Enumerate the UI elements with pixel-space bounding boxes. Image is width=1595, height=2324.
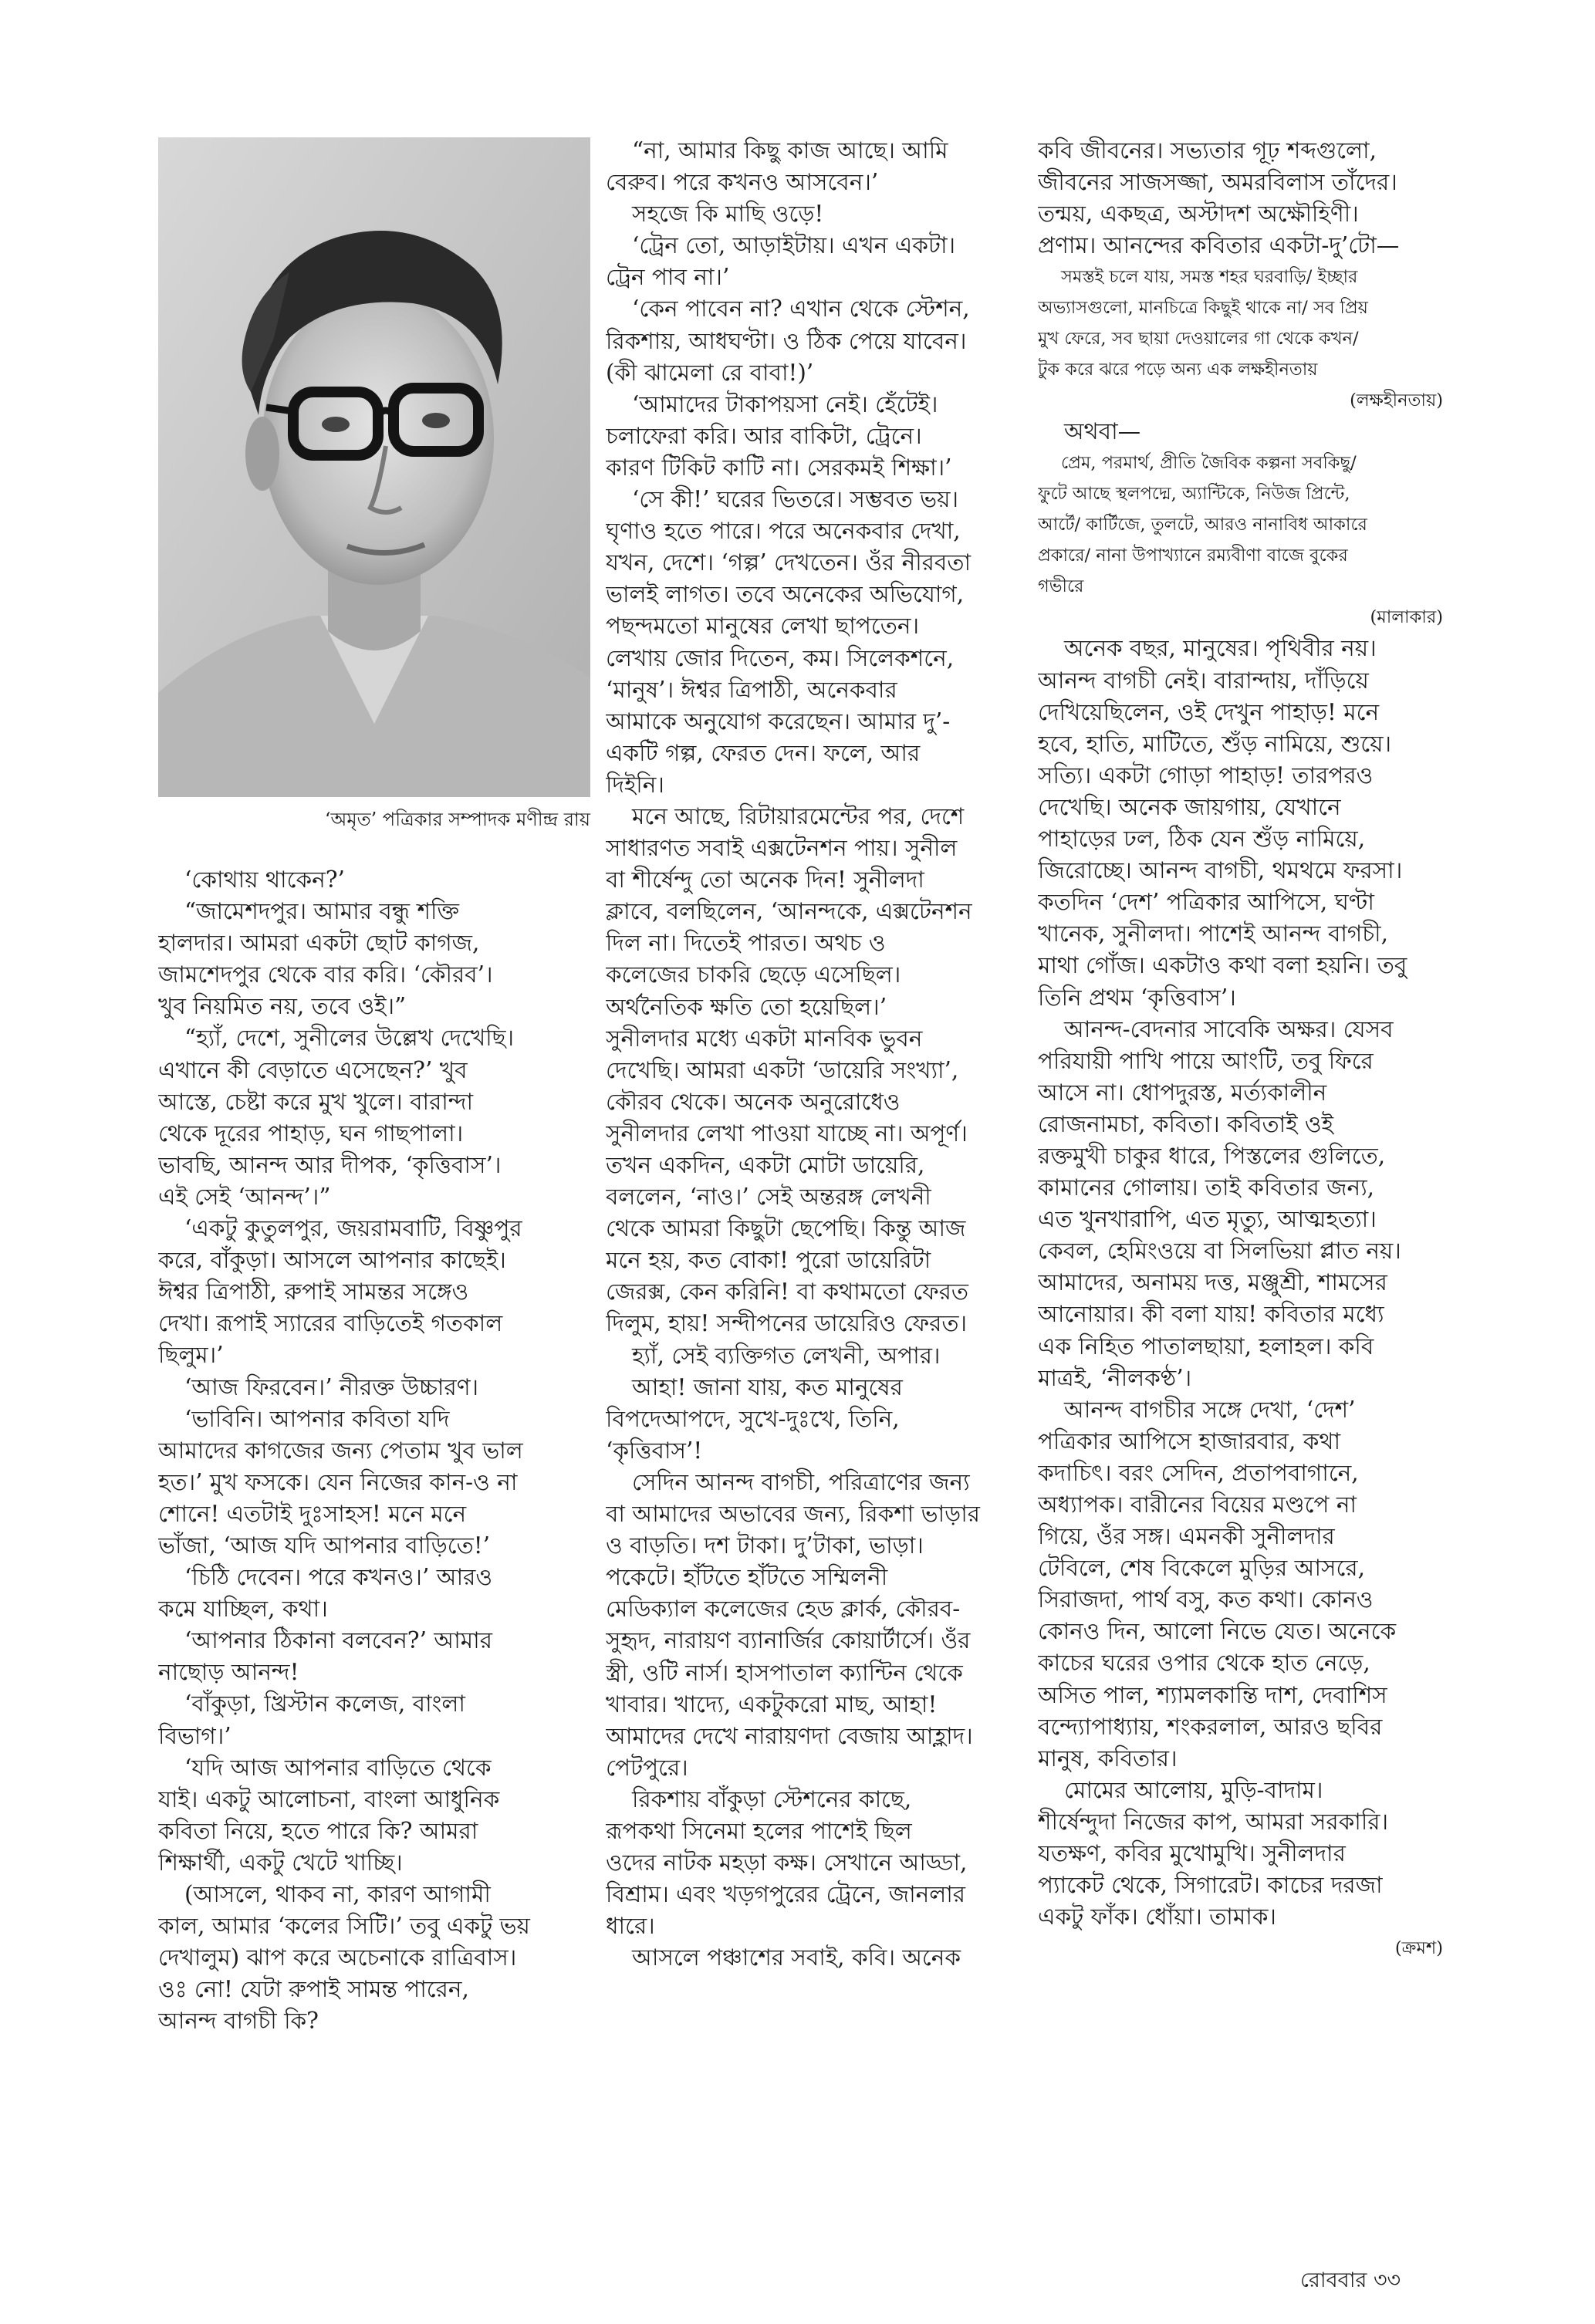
col2-line: যখন, দেশে। ‘গল্প’ দেখতেন। ওঁর নীরবতা [606, 549, 972, 576]
col2-line: সুহৃদ, নারায়ণ ব্যানার্জির কোয়ার্টার্সে। ওঁর [606, 1627, 971, 1654]
col2-line: সুনীলদার লেখা পাওয়া যাচ্ছে না। অপূর্ণ। [606, 1120, 968, 1147]
col2-line: রিকশায় বাঁকুড়া স্টেশনের কাছে, [632, 1785, 912, 1812]
col1-line: ‘ভাবিনি। আপনার কবিতা যদি [184, 1405, 450, 1432]
col1-line: (আসলে, থাকব না, কারণ আগামী [184, 1881, 491, 1907]
poem-line: টুক করে ঝরে পড়ে অন্য এক লক্ষহীনতায় [1038, 360, 1318, 380]
col2-line: ক্লাবে, বলছিলেন, ‘আনন্দকে, এক্সটেনশন [606, 898, 972, 925]
col3-line: দেখেছি। অনেক জায়গায়, যেখানে [1038, 793, 1341, 820]
col2-line: মনে আছে, রিটায়ারমেন্টের পর, দেশে [632, 802, 965, 829]
col2-line: ধারে। [606, 1913, 655, 1940]
col3-line: হবে, হাতি, মাটিতে, শুঁড় নামিয়ে, শুয়ে। [1038, 730, 1392, 757]
col2-line: কৌরব থেকে। অনেক অনুরোধেও [606, 1088, 901, 1115]
col1-line: শিক্ষার্থী, একটু খেটে খাচ্ছি। [158, 1849, 403, 1876]
poem-line: আর্টে/ কার্টিজে, তুলটে, আরও নানাবিধ আকারে [1038, 515, 1367, 535]
col1-line: “হ্যাঁ, দেশে, সুনীলের উল্লেখ দেখেছি। [184, 1025, 515, 1052]
col2-line: অর্থনৈতিক ক্ষতি তো হয়েছিল।’ [606, 993, 887, 1020]
col2-line: কলেজের চাকরি ছেড়ে এসেছিল। [606, 961, 901, 988]
col3-line: এক নিহিত পাতালছায়া, হলাহল। কবি [1038, 1333, 1374, 1360]
poem-line: ফুটে আছে স্থলপদ্মে, অ্যান্টিকে, নিউজ প্রিন্টে, [1038, 484, 1350, 505]
col1-line: হালদার। আমরা একটা ছোট কাগজ, [158, 930, 480, 957]
col1-line: ভাঁজা, ‘আজ যদি আপনার বাড়িতে!’ [158, 1532, 490, 1559]
col3-line: টেবিলে, শেষ বিকেলে মুড়ির আসরে, [1038, 1555, 1365, 1582]
poem-line: প্রকারে/ নানা উপাখ্যানে রম্যবীণা বাজে বুকের [1038, 546, 1348, 566]
col3-line: কোনও দিন, আলো নিভে যেত। অনেকে [1038, 1618, 1397, 1645]
col2-line: পছন্দমতো মানুষের লেখা ছাপতেন। [606, 613, 919, 640]
col3-line: দেখিয়েছিলেন, ওই দেখুন পাহাড়! মনে [1038, 698, 1380, 725]
col1-line: “জামেশদপুর। আমার বন্ধু শক্তি [184, 898, 460, 925]
col1-line: থেকে দূরের পাহাড়, ঘন গাছপালা। [158, 1120, 464, 1147]
col2-line: সেদিন আনন্দ বাগচী, পরিত্রাণের জন্য [632, 1468, 970, 1495]
col3-line: তিনি প্রথম ‘কৃত্তিবাস’। [1038, 984, 1236, 1011]
col2-line: একটি গল্প, ফেরত দেন। ফলে, আর [606, 739, 921, 766]
col3-line: একটু ফাঁক। ধোঁয়া। তামাক। [1038, 1903, 1276, 1930]
col3-line: পত্রিকার আপিসে হাজারবার, কথা [1038, 1427, 1341, 1454]
col2-line: খাবার। খাদ্যে, একটুকরো মাছ, আহা! [606, 1691, 938, 1718]
col2-line: দিলুম, হায়! সন্দীপনের ডায়েরিও ফেরত। [606, 1310, 968, 1337]
col3-line: সত্যি। একটা গোড়া পাহাড়! তারপরও [1038, 762, 1374, 789]
column-2 [606, 135, 1003, 1974]
col2-line: স্ত্রী, ওটি নার্স। হাসপাতাল ক্যান্টিন থেকে [606, 1659, 963, 1686]
col2-line: ‘ট্রেন তো, আড়াইটায়। এখন একটা। [632, 232, 956, 259]
col3-line: শীর্ষেন্দুদা নিজের কাপ, আমরা সরকারি। [1038, 1808, 1389, 1835]
col3-line: অসিত পাল, শ্যামলকান্তি দাশ, দেবাশিস [1038, 1681, 1387, 1708]
col3-line: কাচের ঘরের ওপার থেকে হাত নেড়ে, [1038, 1650, 1370, 1677]
col2-line: পকেটে। হাঁটতে হাঁটতে সম্মিলনী [606, 1564, 888, 1591]
col2-line: কারণ টিকিট কাটি না। সেরকমই শিক্ষা।’ [606, 454, 952, 481]
col3-line: আসে না। ধোপদুরস্ত, মর্ত্যকালীন [1038, 1079, 1327, 1106]
col1-line: যাই। একটু আলোচনা, বাংলা আধুনিক [158, 1785, 500, 1812]
col2-line: বা শীর্ষেন্দু তো অনেক দিন! সুনীলদা [606, 866, 924, 893]
col3-line: মাত্রই, ‘নীলকণ্ঠ’। [1038, 1364, 1192, 1391]
col2-line: বিশ্রাম। এবং খড়গপুরের ট্রেনে, জানলার [606, 1881, 966, 1908]
col1-line: ছিলুম।’ [158, 1342, 224, 1369]
col3-line: পাহাড়ের ঢল, ঠিক যেন শুঁড় নামিয়ে, [1038, 826, 1366, 853]
col3-line: মানুষ, কবিতার। [1038, 1745, 1178, 1772]
col2-line: “না, আমার কিছু কাজ আছে। আমি [632, 137, 948, 164]
col3-line: আনন্দ বাগচী নেই। বারান্দায়, দাঁড়িয়ে [1038, 667, 1369, 694]
col3-line: গিয়ে, ওঁর সঙ্গ। এমনকী সুনীলদার [1038, 1523, 1335, 1550]
column-1 [158, 864, 586, 2037]
col2-line: দেখেছি। আমরা একটা ‘ডায়েরি সংখ্যা’, [606, 1056, 959, 1083]
col3-line: খানেক, সুনীলদা। পাশেই আনন্দ বাগচী, [1038, 920, 1388, 948]
col2-line: আমাদের দেখে নারায়ণদা বেজায় আহ্লাদ। [606, 1722, 973, 1749]
col3-line: আনন্দ-বেদনার সাবেকি অক্ষর। যেসব [1064, 1015, 1394, 1042]
col2-line: আমাকে অনুযোগ করেছেন। আমার দু’- [606, 708, 951, 735]
col1-line: দেখালুম) ঝাপ করে অচেনাকে রাত্রিবাস। [158, 1944, 517, 1971]
col2-line: ট্রেন পাব না।’ [606, 264, 730, 291]
col1-line: নাছোড় আনন্দ! [158, 1659, 299, 1686]
col1-line: ওঃ নো! যেটা রুপাই সামন্ত পারেন, [158, 1976, 469, 2003]
col3-line: তন্ময়, একছত্র, অস্টাদশ অক্ষৌহিণী। [1038, 201, 1359, 228]
column-3 [1038, 135, 1451, 1964]
col1-line: ‘আপনার ঠিকানা বলবেন?’ আমার [184, 1627, 492, 1654]
col1-line: এখানে কী বেড়াতে এসেছেন?’ খুব [158, 1056, 468, 1083]
col2-line: ‘সে কী!’ ঘরের ভিতরে। সম্ভবত ভয়। [632, 486, 959, 513]
poem-source: (লক্ষহীনতায়) [1350, 390, 1443, 411]
athaba-line: অথবা— [1064, 418, 1141, 445]
col1-line: শোনে! এতটাই দুঃসাহস! মনে মনে [158, 1500, 467, 1527]
col1-line: খুব নিয়মিত নয়, তবে ওই।” [158, 993, 407, 1020]
col2-line: তখন একদিন, একটা মোটা ডায়েরি, [606, 1152, 925, 1178]
col1-line: এই সেই ‘আনন্দ’।” [158, 1183, 331, 1210]
col2-line: দিইনি। [606, 771, 664, 798]
col3-line: আমাদের, অনাময় দত্ত, মঞ্জুশ্রী, শামসের [1038, 1269, 1387, 1296]
col2-line: ‘কেন পাবেন না? এখান থেকে স্টেশন, [632, 296, 970, 323]
col2-line: রূপকথা সিনেমা হলের পাশেই ছিল [606, 1817, 912, 1844]
col3-line: অধ্যাপক। বারীনের বিয়ের মণ্ডপে না [1038, 1491, 1357, 1518]
col3-line: সিরাজদা, পার্থ বসু, কত কথা। কোনও [1038, 1586, 1374, 1613]
col3-line: এত খুনখারাপি, এত মৃত্যু, আত্মহত্যা। [1038, 1206, 1377, 1233]
col1-line: ‘একটু কুতুলপুর, জয়রামবাটি, বিষ্ণুপুর [184, 1215, 522, 1242]
col1-line: ‘চিঠি দেবেন। পরে কখনও।’ আরও [184, 1564, 493, 1591]
col1-line: কমে যাচ্ছিল, কথা। [158, 1596, 328, 1623]
col2-line: আহা! জানা যায়, কত মানুষের [632, 1373, 903, 1400]
poem-quote-2 [1038, 448, 1451, 633]
col3-line: কবি জীবনের। সভ্যতার গূঢ় শব্দগুলো, [1038, 137, 1377, 164]
col3-line: অনেক বছর, মানুষের। পৃথিবীর নয়। [1064, 635, 1377, 662]
col3-line: বন্দ্যোপাধ্যায়, শংকরলাল, আরও ছবির [1038, 1713, 1383, 1740]
col2-line: ভালই লাগত। তবে অনেকের অভিযোগ, [606, 581, 965, 608]
col1-line: জামশেদপুর থেকে বার করি। ‘কৌরব’। [158, 961, 493, 988]
col3-line: মাথা গোঁজ। একটাও কথা বলা হয়নি। তবু [1038, 952, 1407, 979]
col3-line: জীবনের সাজসজ্জা, অমরবিলাস তাঁদের। [1038, 169, 1397, 196]
col1-line: ‘কোথায় থাকেন?’ [184, 866, 345, 893]
col3-line: প্যাকেট থেকে, সিগারেট। কাচের দরজা [1038, 1872, 1383, 1899]
col2-line: ‘আমাদের টাকাপয়সা নেই। হেঁটেই। [632, 390, 938, 417]
col2-line: সাধারণত সবাই এক্সটেনশন পায়। সুনীল [606, 835, 958, 862]
col3-line: প্রণাম। আনন্দের কবিতার একটা-দু’টো— [1038, 232, 1400, 259]
col1-line: ঈশ্বর ত্রিপাঠী, রুপাই সামন্তর সঙ্গেও [158, 1279, 469, 1306]
col1-line: আনন্দ বাগচী কি? [158, 2008, 319, 2035]
col2-line: চলাফেরা করি। আর বাকিটা, ট্রেনে। [606, 422, 922, 449]
col2-line: হ্যাঁ, সেই ব্যক্তিগত লেখনী, অপার। [632, 1342, 941, 1369]
photo-caption: ‘অমৃত’ পত্রিকার সম্পাদক মণীন্দ্র রায় [324, 809, 590, 830]
col1-line: আমাদের কাগজের জন্য পেতাম খুব ভাল [158, 1437, 523, 1464]
col2-line: বিপদেআপদে, সুখে-দুঃখে, তিনি, [606, 1405, 900, 1432]
col3-line: রোজনামচা, কবিতা। কবিতাই ওই [1038, 1110, 1333, 1137]
col1-line: বিভাগ।’ [158, 1722, 231, 1749]
col2-line: ও বাড়তি। দশ টাকা। দু’টাকা, ভাড়া। [606, 1532, 924, 1559]
poem-line: প্রেম, পরমার্থ, প্রীতি জৈবিক কল্পনা সবকিছু/ [1061, 453, 1357, 474]
portrait-photo-image [158, 137, 590, 797]
col2-line: আসলে পঞ্চাশের সবাই, কবি। অনেক [632, 1944, 961, 1971]
col1-line: করে, বাঁকুড়া। আসলে আপনার কাছেই। [158, 1247, 506, 1274]
col2-line: ঘৃণাও হতে পারে। পরে অনেকবার দেখা, [606, 518, 961, 545]
continued-note: (ক্রমশ) [1394, 1938, 1443, 1959]
col1-line: হত।’ মুখ ফসকে। যেন নিজের কান-ও না [158, 1468, 518, 1495]
col2-line: বেরুব। পরে কখনও আসবেন।’ [606, 169, 879, 196]
col3-line: আনন্দ বাগচীর সঙ্গে দেখা, ‘দেশ’ [1064, 1396, 1356, 1423]
col2-line: সহজে কি মাছি ওড়ে! [632, 201, 824, 228]
col3-line: কামানের গোলায়। তাই কবিতার জন্য, [1038, 1174, 1375, 1201]
col1-line: আস্তে, চেষ্টা করে মুখ খুলে। বারান্দা [158, 1088, 474, 1115]
col2-line: মেডিক্যাল কলেজের হেড ক্লার্ক, কৌরব- [606, 1596, 961, 1623]
poem-line: অভ্যাসগুলো, মানচিত্রে কিছুই থাকে না/ সব প্রিয় [1038, 298, 1368, 319]
poem-line: মুখ ফেরে, সব ছায়া দেওয়ালের গা থেকে কখন/ [1038, 329, 1359, 350]
col2-line: বললেন, ‘নাও।’ সেই অন্তরঙ্গ লেখনী [606, 1184, 931, 1211]
col3-line: যতক্ষণ, কবির মুখোমুখি। সুনীলদার [1038, 1840, 1346, 1867]
poem-line: সমস্তই চলে যায়, সমস্ত শহর ঘরবাড়ি/ ইচ্ছার [1061, 267, 1358, 288]
col2-line: (কী ঝামেলা রে বাবা!)’ [606, 359, 814, 386]
page-folio: রোববার ৩৩ [1300, 2268, 1401, 2292]
col3-line: জিরোচ্ছে। আনন্দ বাগচী, থমথমে ফরসা। [1038, 857, 1403, 884]
col2-line: ‘মানুষ’। ঈশ্বর ত্রিপাঠী, অনেকবার [606, 676, 897, 703]
col2-line: ‘কৃত্তিবাস’! [606, 1437, 703, 1464]
portrait-photo [158, 137, 590, 797]
col3-line: মোমের আলোয়, মুড়ি-বাদাম। [1064, 1776, 1323, 1803]
col2-line: ওদের নাটক মহড়া কক্ষ। সেখানে আড্ডা, [606, 1849, 968, 1876]
col3-line: পরিযায়ী পাখি পায়ে আংটি, তবু ফিরে [1038, 1047, 1374, 1074]
col2-line: থেকে আমরা কিছুটা ছেপেছি। কিন্তু আজ [606, 1215, 966, 1242]
col1-line: দেখা। রূপাই স্যারের বাড়িতেই গতকাল [158, 1310, 503, 1337]
poem-line: গভীরে [1038, 576, 1084, 597]
col2-line: সুনীলদার মধ্যে একটা মানবিক ভুবন [606, 1025, 923, 1052]
col2-line: লেখায় জোর দিতেন, কম। সিলেকশনে, [606, 644, 955, 671]
col1-line: ‘আজ ফিরবেন।’ নীরক্ত উচ্চারণ। [184, 1373, 479, 1400]
col2-line: রিকশায়, আধঘণ্টা। ও ঠিক পেয়ে যাবেন। [606, 327, 967, 354]
col1-line: ‘যদি আজ আপনার বাড়িতে থেকে [184, 1754, 492, 1781]
col2-line: জেরক্স, কেন করিনি! বা কথামতো ফেরত [606, 1279, 969, 1306]
poem-source: (মালাকার) [1370, 607, 1443, 628]
col1-line: ভাবছি, আনন্দ আর দীপক, ‘কৃত্তিবাস’। [158, 1151, 502, 1178]
col3-line: কেবল, হেমিংওয়ে বা সিলভিয়া প্লাত নয়। [1038, 1238, 1401, 1265]
col2-line: দিল না। দিতেই পারত। অথচ ও [606, 930, 886, 957]
col1-line: কাল, আমার ‘কলের সিটি।’ তবু একটু ভয় [158, 1913, 530, 1940]
col2-line: মনে হয়, কত বোকা! পুরো ডায়েরিটা [606, 1247, 931, 1274]
col1-line: ‘বাঁকুড়া, খ্রিস্টান কলেজ, বাংলা [184, 1691, 465, 1718]
col3-line: কতদিন ‘দেশ’ পত্রিকার আপিসে, ঘণ্টা [1038, 889, 1374, 916]
col3-line: রক্তমুখী চাকুর ধারে, পিস্তলের গুলিতে, [1038, 1142, 1386, 1169]
col2-line: পেটপুরে। [606, 1754, 688, 1781]
col3-line: আনোয়ার। কী বলা যায়! কবিতার মধ্যে [1038, 1301, 1384, 1328]
col3-line: কদাচিৎ। বরং সেদিন, প্রতাপবাগানে, [1038, 1459, 1359, 1486]
poem-quote-1 [1038, 262, 1451, 416]
col2-line: বা আমাদের অভাবের জন্য, রিকশা ভাড়ার [606, 1501, 980, 1528]
col1-line: কবিতা নিয়ে, হতে পারে কি? আমরা [158, 1817, 478, 1844]
